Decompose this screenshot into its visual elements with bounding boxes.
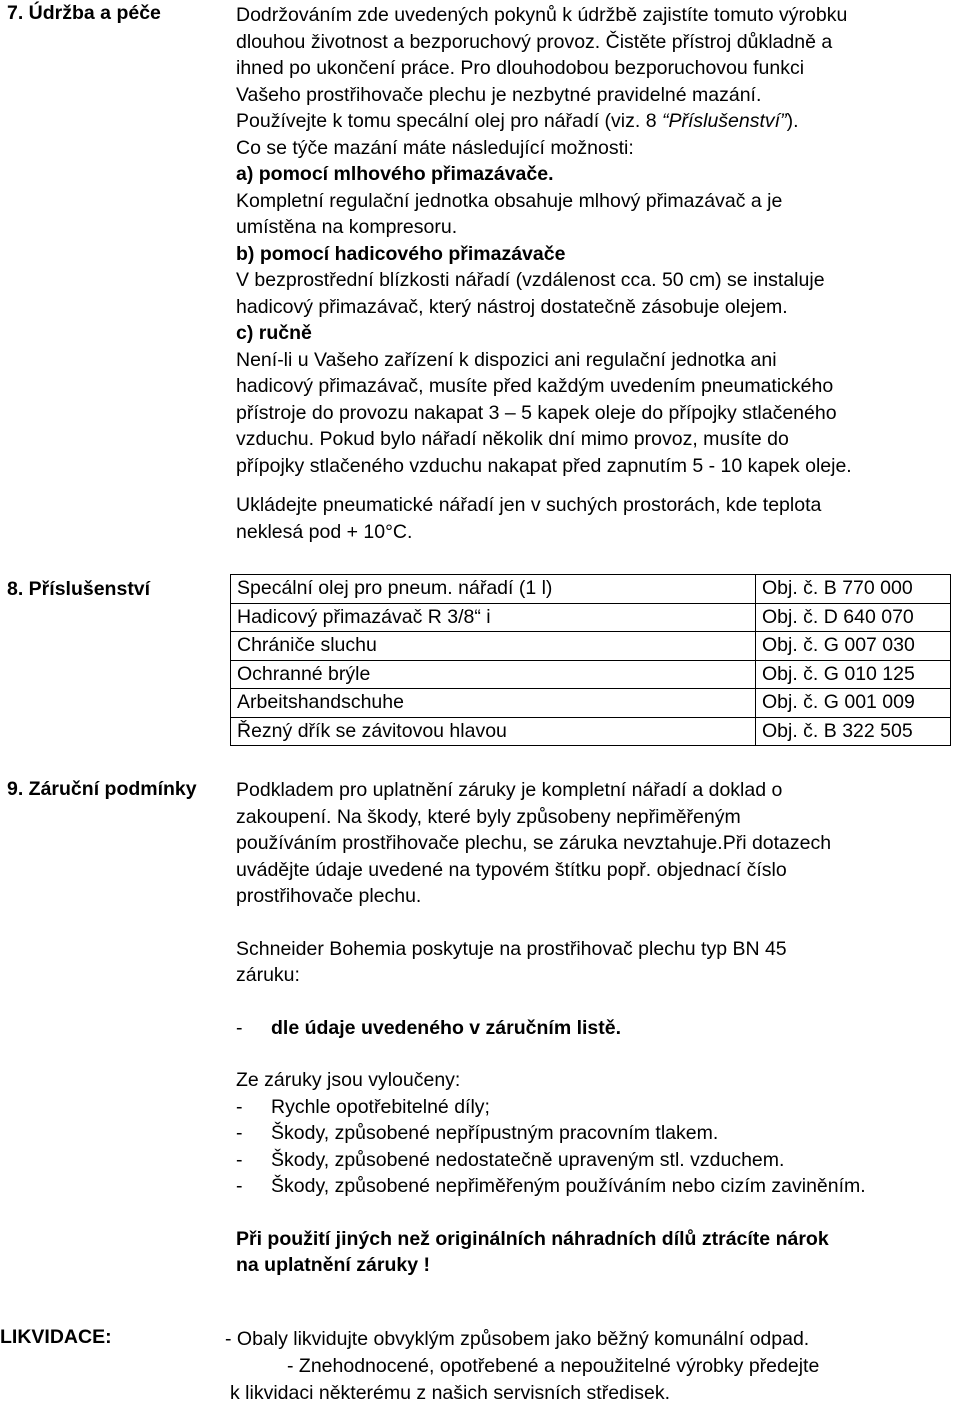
- section-9-body: [236, 777, 948, 1279]
- accessory-name: Specální olej pro pneum. nářadí (1 l): [231, 575, 756, 604]
- accessories-table: [230, 574, 951, 746]
- accessory-name: Chrániče sluchu: [231, 632, 756, 661]
- exclusion-text: Škody, způsobené nepřípustným pracovním tlakem.: [271, 1122, 719, 1144]
- warranty-term-text: dle údaje uvedeného v záručním listě.: [271, 1016, 622, 1039]
- intro-line: Vašeho prostřihovače plechu je nezbytné pravidelné mazání.: [236, 83, 762, 106]
- warranty-para-line: Podkladem pro uplatnění záruky je kompletní nářadí a doklad o: [236, 779, 783, 801]
- list-item: [236, 1120, 948, 1147]
- option-c-line: vzduchu. Pokud bylo nářadí několik dní mimo provoz, musíte do: [236, 428, 789, 450]
- section-7-heading: 7. Údržba a péče: [7, 2, 161, 24]
- list-item: [236, 1173, 948, 1200]
- spacer: [236, 1041, 948, 1067]
- warranty-para-line: uvádějte údaje uvedené na typovém štítku popř. objednací číslo: [236, 858, 787, 881]
- oil-line: [236, 108, 948, 135]
- options-intro: Co se týče mazání máte následující možnosti:: [236, 136, 634, 159]
- dash-bullet: -: [236, 1016, 243, 1039]
- table-row: [231, 717, 951, 746]
- disposal-line: - Znehodnocené, opotřebené a nepoužitelné výrobky předejte: [287, 1355, 820, 1377]
- option-c-title: c) ručně: [236, 322, 312, 344]
- disposal-body: [225, 1326, 950, 1407]
- accessory-name: Hadicový přimazávač R 3/8“ i: [231, 603, 756, 632]
- spacer: [236, 989, 948, 1015]
- intro-line: dlouhou životnost a bezporuchový provoz. Čistěte přístroj důkladně a: [236, 30, 833, 53]
- order-number: Obj. č. G 010 125: [756, 660, 951, 689]
- option-c-line: Není-li u Vašeho zařízení k dispozici ani regulační jednotka ani: [236, 348, 777, 371]
- dash-bullet: -: [236, 1148, 243, 1171]
- warning-line: Při použití jiných než originálních náhradních dílů ztrácíte nárok: [236, 1227, 829, 1250]
- warranty-provider-line: záruku:: [236, 964, 300, 986]
- section-9-heading: 9. Záruční podmínky: [7, 778, 197, 800]
- storage-line: Ukládejte pneumatické nářadí jen v suchých prostorách, kde teplota: [236, 494, 822, 516]
- option-a-title: a) pomocí mlhového přimazávače.: [236, 163, 554, 185]
- disposal-heading: LIKVIDACE:: [0, 1326, 112, 1348]
- accessory-name: Arbeitshandschuhe: [231, 689, 756, 718]
- spacer: [236, 479, 948, 492]
- option-b-line: hadicový přimazávač, který nástroj dostatečně zásobuje olejem.: [236, 295, 788, 318]
- oil-line-text: Používejte k tomu specální olej pro nářadí (viz. 8: [236, 110, 662, 132]
- disposal-line: k likvidaci některému z našich servisních středisek.: [230, 1382, 670, 1404]
- spacer: [236, 910, 948, 936]
- option-c-line: hadicový přimazávač, musíte před každým uvedením pneumatického: [236, 375, 834, 397]
- option-c-line: přístroje do provozu nakapat 3 – 5 kapek oleje do přípojky stlačeného: [236, 401, 837, 424]
- table-row: [231, 689, 951, 718]
- order-number: Obj. č. D 640 070: [756, 603, 951, 632]
- order-number: Obj. č. B 322 505: [756, 717, 951, 746]
- section-7-body: [236, 2, 948, 545]
- storage-line: neklesá pod + 10°C.: [236, 520, 413, 543]
- oil-line-end: ).: [786, 110, 799, 132]
- option-a-line: Kompletní regulační jednotka obsahuje mlhový přimazávač a je: [236, 189, 783, 212]
- exclusion-text: Rychle opotřebitelné díly;: [271, 1095, 490, 1118]
- order-number: Obj. č. G 007 030: [756, 632, 951, 661]
- table-row: [231, 632, 951, 661]
- spacer: [236, 1200, 948, 1226]
- exclusion-text: Škody, způsobené nepřiměřeným používáním nebo cizím zaviněním.: [271, 1175, 866, 1197]
- accessory-name: Ochranné brýle: [231, 660, 756, 689]
- warranty-para-line: zakoupení. Na škody, které byly způsobeny nepřiměřeným: [236, 805, 741, 828]
- dash-bullet: -: [236, 1095, 243, 1118]
- section-8-heading: 8. Příslušenství: [7, 578, 151, 600]
- dash-bullet: -: [236, 1175, 243, 1197]
- dash-bullet: -: [236, 1122, 243, 1144]
- accessory-name: Řezný dřík se závitovou hlavou: [231, 717, 756, 746]
- intro-line: ihned po ukončení práce. Pro dlouhodobou bezporuchovou funkci: [236, 57, 805, 79]
- list-item: [236, 1094, 948, 1121]
- warranty-provider-line: Schneider Bohemia poskytuje na prostřihovač plechu typ BN 45: [236, 937, 787, 960]
- table-row: [231, 575, 951, 604]
- order-number: Obj. č. B 770 000: [756, 575, 951, 604]
- exclusions-title: Ze záruky jsou vyloučeny:: [236, 1069, 461, 1091]
- option-b-title: b) pomocí hadicového přimazávače: [236, 242, 566, 265]
- disposal-line: - Obaly likvidujte obvyklým způsobem jako běžný komunální odpad.: [225, 1328, 810, 1350]
- warranty-term: [236, 1015, 948, 1042]
- exclusion-text: Škody, způsobené nedostatečně upraveným stl. vzduchem.: [271, 1148, 785, 1171]
- option-a-line: umístěna na kompresoru.: [236, 216, 458, 238]
- list-item: [236, 1147, 948, 1174]
- warranty-para-line: prostřihovače plechu.: [236, 885, 422, 907]
- oil-line-reference: “Příslušenství”: [661, 110, 787, 132]
- warning-line: na uplatnění záruky !: [236, 1254, 430, 1276]
- order-number: Obj. č. G 001 009: [756, 689, 951, 718]
- intro-line: Dodržováním zde uvedených pokynů k údržbě zajistíte tomuto výrobku: [236, 4, 848, 26]
- warranty-para-line: používáním prostřihovače plechu, se záruka nevztahuje.Při dotazech: [236, 832, 832, 854]
- option-b-line: V bezprostřední blízkosti nářadí (vzdálenost cca. 50 cm) se instaluje: [236, 269, 825, 291]
- table-row: [231, 603, 951, 632]
- option-c-line: přípojky stlačeného vzduchu nakapat před zapnutím 5 - 10 kapek oleje.: [236, 454, 852, 477]
- table-row: [231, 660, 951, 689]
